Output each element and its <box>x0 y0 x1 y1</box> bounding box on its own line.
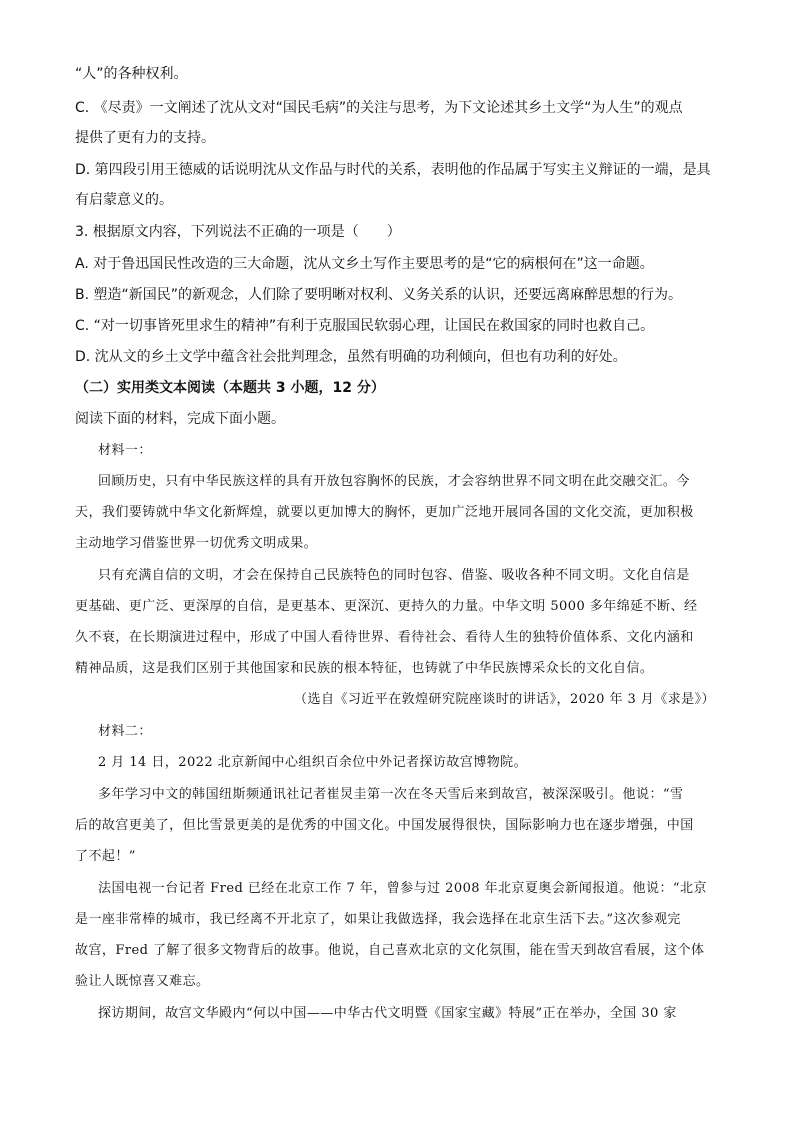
material-1-line: 回顾历史，只有中华民族这样的具有开放包容胸怀的民族，才会容纳世界不同文明在此交融交汇。今 <box>98 474 690 489</box>
material-1-line: 主动地学习借鉴世界一切优秀文明成果。 <box>75 536 318 551</box>
material-2-line: 2 月 14 日，2022 北京新闻中心组织百余位中外记者探访故宫博物院。 <box>98 755 528 770</box>
material-1-line: 更基础、更广泛、更深厚的自信，是更基本、更深沉、更持久的力量。中华文明 5000 多年绵延不断、经 <box>75 599 698 614</box>
material-2-line: 故宫，Fred 了解了很多文物背后的故事。他说，自己喜欢北京的文化氛围，能在雪天到故宫看展，这个体 <box>75 943 705 958</box>
option-c-line: 提供了更有力的支持。 <box>75 130 215 146</box>
option-d-line: D. 第四段引用王德威的话说明沈从文作品与时代的关系，表明他的作品属于写实主义辩证的一端，是具 <box>75 162 711 178</box>
material-2-line: 验让人既惊喜又难忘。 <box>75 974 210 989</box>
material-1-line: 天，我们要铸就中华文化新辉煌，就要以更加博大的胸怀，更加广泛地开展同各国的文化交流，更加积极 <box>75 505 694 520</box>
question-3-option-a: A. 对于鲁迅国民性改造的三大命题，沈从文乡土写作主要思考的是“它的病根何在”这一命题。 <box>75 256 654 272</box>
text-line: “人”的各种权利。 <box>75 66 188 82</box>
material-2-label: 材料二： <box>98 724 152 739</box>
material-1-line: 久不衰，在长期演进过程中，形成了中国人看待世界、看待社会、看待人生的独特价值体系、文化内涵和 <box>75 630 694 645</box>
option-c-line: C. 《尽责》一文阐述了沈从文对“国民毛病”的关注与思考，为下文论述其乡土文学“为人生”的观点 <box>75 100 683 116</box>
material-2-line: 了不起！” <box>75 849 136 864</box>
material-2-line: 多年学习中文的韩国纽斯频通讯社记者崔炅圭第一次在冬天雪后来到故宫，被深深吸引。他说：“雪 <box>98 787 684 802</box>
material-2-line: 法国电视一台记者 Fred 已经在北京工作 7 年，曾参与过 2008 年北京夏奥会新闻报道。他说：“北京 <box>98 881 707 896</box>
question-3-option-c: C. “对一切事皆死里求生的精神”有利于克服国民软弱心理，让国民在救国家的同时也救自己。 <box>75 318 655 334</box>
section-instruction: 阅读下面的材料，完成下面小题。 <box>75 411 285 427</box>
option-d-line: 有启蒙意义的。 <box>75 192 173 208</box>
material-2-line: 是一座非常棒的城市，我已经离不开北京了，如果让我做选择，我会选择在北京生活下去。”这次参观完 <box>75 912 681 927</box>
material-2-line: 探访期间，故宫文华殿内“何以中国——中华古代文明暨《国家宝藏》特展”正在举办，全国 30 家 <box>98 1006 677 1021</box>
question-3-option-d: D. 沈从文的乡土文学中蕴含社会批判理念，虽然有明确的功利倾向，但也有功利的好处。 <box>75 349 627 365</box>
material-1-source: （选自《习近平在敦煌研究院座谈时的讲话》，2020 年 3 月《求是》） <box>294 692 715 707</box>
material-1-line: 只有充满自信的文明，才会在保持自己民族特色的同时包容、借鉴、吸收各种不同文明。文化自信是 <box>98 568 690 583</box>
material-1-label: 材料一： <box>98 443 152 458</box>
question-3-option-b: B. 塑造“新国民”的新观念，人们除了要明晰对权利、义务关系的认识，还要远离麻醉思想的行为。 <box>75 287 683 303</box>
material-1-line: 精神品质，这是我们区别于其他国家和民族的根本特征，也铸就了中华民族博采众长的文化自信。 <box>75 661 654 676</box>
material-2-line: 后的故宫更美了，但比雪景更美的是优秀的中国文化。中国发展得很快，国际影响力也在逐步增强，中国 <box>75 818 694 833</box>
question-3-stem: 3. 根据原文内容，下列说法不正确的一项是（ ） <box>75 224 401 240</box>
section-heading: （二）实用类文本阅读（本题共 3 小题，12 分） <box>75 380 385 396</box>
